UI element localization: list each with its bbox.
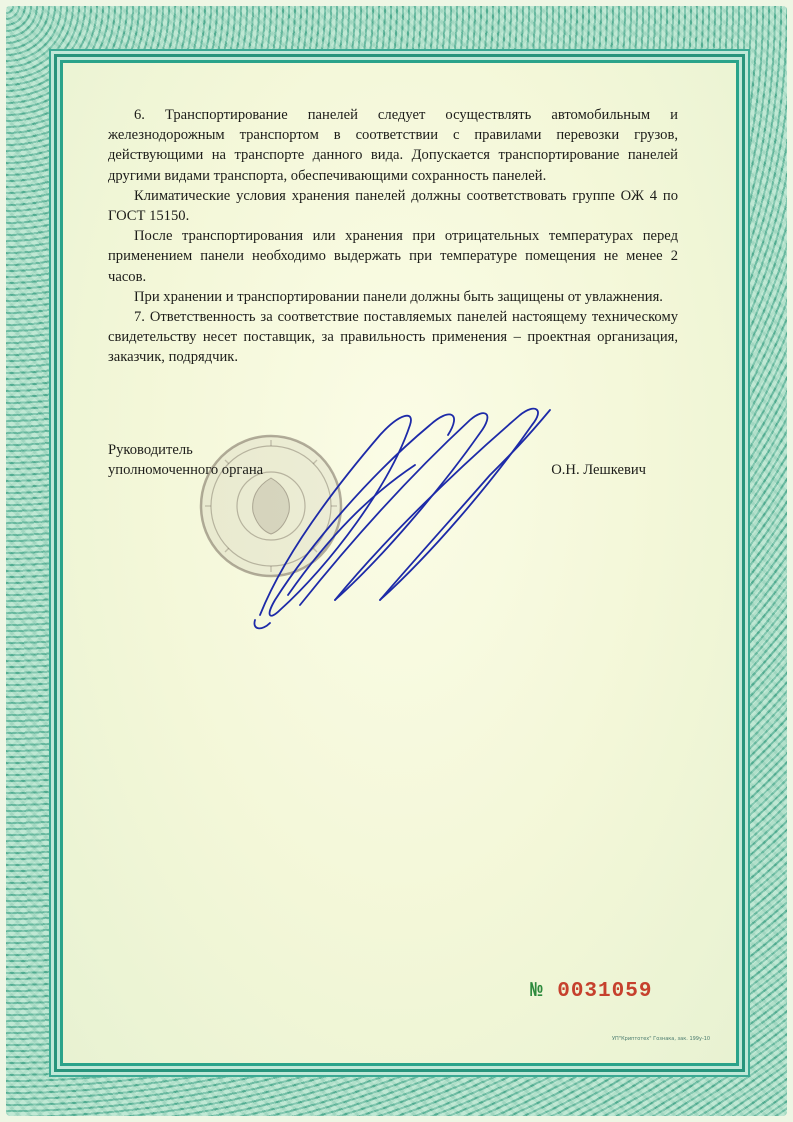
signer-position-line1: Руководитель: [108, 442, 193, 458]
number-sign: №: [530, 980, 544, 1003]
body-text: [108, 105, 678, 368]
printer-mark: УП"Криптотех" Гознака, зак. 199у-10: [612, 1036, 711, 1042]
signer-name: О.Н. Лешкевич: [551, 462, 646, 478]
document-number: [530, 980, 652, 1003]
paragraph-transport: 6. Транспортирование панелей следует осуществлять автомобильным и железнодорожным транспортом в соответствии с правилами перевозки грузов, действующими на транспорте данного вида. Допускается транспортирование панелей другими видами транспорта, обеспечивающими сохранность панелей.: [108, 107, 678, 184]
number-value: 0031059: [557, 980, 653, 1003]
paragraph-responsibility: 7. Ответственность за соответствие поставляемых панелей настоящему техническому свидетельству несет поставщик, за правильность применения – проектная организация, заказчик, подрядчик.: [108, 309, 678, 366]
signer-position-line2: уполномоченного органа: [108, 462, 264, 479]
paragraph-moisture: При хранении и транспортировании панели должны быть защищены от увлажнения.: [134, 288, 663, 305]
paragraph-temperature: После транспортирования или хранения при отрицательных температурах перед применением панели необходимо выдержать при температуре помещения не менее 2 часов.: [108, 228, 678, 285]
handwritten-signature-icon: [240, 395, 570, 635]
paragraph-climate: Климатические условия хранения панелей должны соответствовать группе ОЖ 4 по ГОСТ 15150.: [108, 187, 678, 225]
